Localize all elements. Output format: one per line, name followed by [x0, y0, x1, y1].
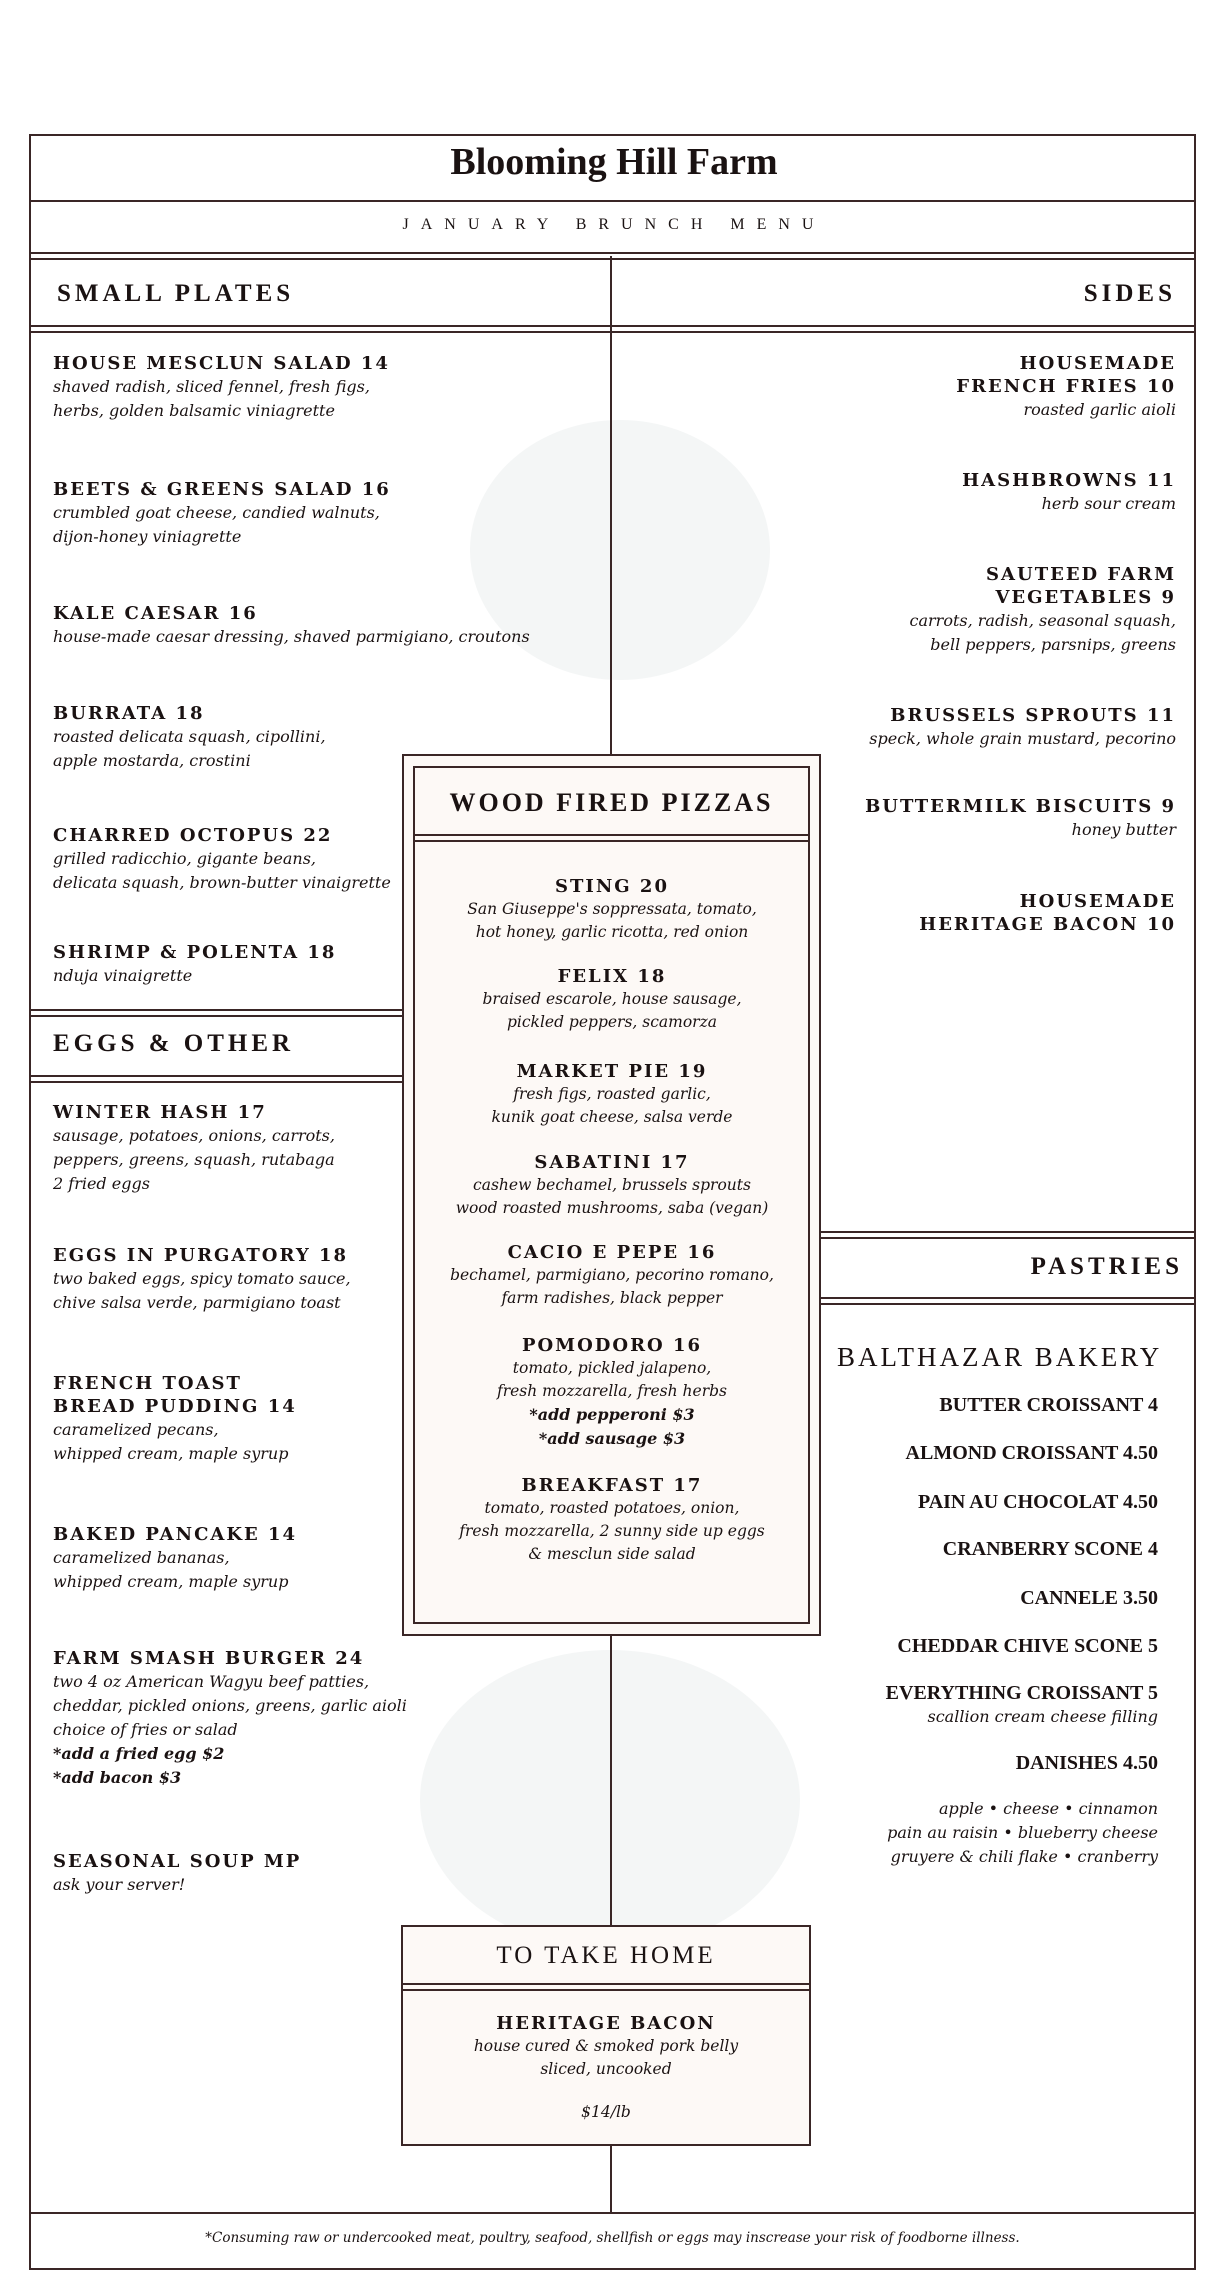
menu-item-name: CACIO E PEPE 16	[507, 1242, 717, 1263]
menu-item-description: fresh mozzarella, 2 sunny side up eggs	[459, 1522, 765, 1540]
menu-item	[962, 469, 1176, 516]
menu-item-name: CANNELE 3.50	[1020, 1587, 1158, 1609]
menu-item-description: 2 fried eggs	[53, 1174, 150, 1193]
menu-item-description: whipped cream, maple syrup	[53, 1572, 289, 1591]
divider	[821, 1231, 1196, 1239]
menu-item	[414, 1334, 810, 1451]
bakery-name: BALTHAZAR BAKERY	[837, 1342, 1163, 1372]
menu-item-description: delicata squash, brown-butter vinaigrette	[53, 873, 391, 892]
menu-item-name: PAIN AU CHOCOLAT 4.50	[917, 1491, 1158, 1513]
menu-item	[53, 824, 391, 895]
menu-item	[869, 704, 1176, 751]
menu-item	[53, 702, 326, 773]
divider	[401, 1983, 811, 1991]
menu-item-description: apple • cheese • cinnamon	[938, 1799, 1158, 1818]
menu-item-name: HOUSEMADE	[1019, 891, 1176, 912]
menu-item	[53, 1850, 301, 1897]
menu-item-description: scallion cream cheese filling	[927, 1707, 1158, 1726]
center-divider	[610, 1636, 612, 1925]
divider	[29, 1075, 402, 1083]
section-title-eggs-other: EGGS & OTHER	[53, 1030, 295, 1057]
menu-item	[414, 965, 810, 1034]
menu-item-name: EVERYTHING CROISSANT 5	[885, 1682, 1158, 1704]
take-home-item	[401, 2012, 811, 2121]
menu-item-name: CHARRED OCTOPUS 22	[53, 825, 333, 846]
menu-item	[886, 1682, 1158, 1729]
divider	[29, 325, 1196, 333]
menu-item-description: apple mostarda, crostini	[53, 751, 251, 770]
menu-item-description: bell peppers, parsnips, greens	[930, 635, 1176, 654]
take-home-desc: house cured & smoked pork belly	[473, 2037, 739, 2055]
section-title-sides: SIDES	[1083, 280, 1176, 307]
menu-item	[956, 352, 1176, 422]
menu-item	[53, 1101, 335, 1196]
menu-item-name: BRUSSELS SPROUTS 11	[890, 705, 1176, 726]
divider	[413, 834, 810, 842]
menu-item-name: CRANBERRY SCONE 4	[942, 1538, 1158, 1560]
menu-item	[53, 1372, 297, 1466]
menu-item	[910, 563, 1176, 657]
menu-item-name: VEGETABLES 9	[995, 587, 1176, 608]
menu-item-name: HASHBROWNS 11	[962, 470, 1176, 491]
menu-item-name: SABATINI 17	[534, 1152, 690, 1173]
menu-item	[1020, 1587, 1158, 1610]
menu-item-description: dijon-honey viniagrette	[53, 527, 242, 546]
menu-item-description: house-made caesar dressing, shaved parmigiano, croutons	[53, 627, 530, 646]
menu-item-name: BAKED PANCAKE 14	[53, 1524, 298, 1545]
menu-item-description: farm radishes, black pepper	[501, 1289, 723, 1307]
menu-item-description: grilled radicchio, gigante beans,	[53, 849, 317, 868]
menu-item	[53, 1523, 297, 1594]
menu-item-description: tomato, pickled jalapeno,	[512, 1359, 712, 1377]
menu-item-description: gruyere & chili flake • cranberry	[890, 1847, 1158, 1866]
menu-item-name: BREAKFAST 17	[521, 1475, 703, 1496]
menu-item-description: peppers, greens, squash, rutabaga	[53, 1150, 335, 1169]
menu-item-name: SHRIMP & POLENTA 18	[53, 942, 337, 963]
menu-item-description: speck, whole grain mustard, pecorino	[869, 729, 1176, 748]
menu-item-name: FELIX 18	[557, 966, 667, 987]
menu-item	[414, 1241, 810, 1310]
menu-item	[53, 1244, 351, 1315]
menu-item	[414, 875, 810, 944]
menu-item-name: CHEDDAR CHIVE SCONE 5	[897, 1635, 1158, 1657]
menu-item-name: BUTTER CROISSANT 4	[939, 1394, 1158, 1416]
menu-item	[414, 1474, 810, 1566]
menu-item-name: HOUSE MESCLUN SALAD 14	[53, 353, 390, 374]
divider	[29, 252, 1196, 260]
menu-item-description: two baked eggs, spicy tomato sauce,	[53, 1269, 351, 1288]
take-home-desc: sliced, uncooked	[540, 2060, 672, 2078]
menu-item-description: bechamel, parmigiano, pecorino romano,	[450, 1266, 774, 1284]
menu-item	[865, 795, 1176, 842]
menu-item-name: WINTER HASH 17	[53, 1102, 267, 1123]
menu-item-name: HERITAGE BACON 10	[919, 914, 1176, 935]
menu-item-name: MARKET PIE 19	[516, 1061, 708, 1082]
menu-item	[887, 1797, 1158, 1869]
menu-item-name: SAUTEED FARM	[986, 564, 1176, 585]
menu-item-description: sausage, potatoes, onions, carrots,	[53, 1126, 335, 1145]
menu-item-name: EGGS IN PURGATORY 18	[53, 1245, 349, 1266]
menu-item-description: shaved radish, sliced fennel, fresh figs,	[53, 377, 370, 396]
menu-item-description: cashew bechamel, brussels sprouts	[473, 1176, 751, 1194]
menu-subtitle: JANUARY BRUNCH MENU	[402, 216, 826, 233]
menu-item-name: BREAD PUDDING 14	[53, 1396, 297, 1417]
restaurant-title: Blooming Hill Farm	[450, 141, 778, 183]
menu-item-description: tomato, roasted potatoes, onion,	[484, 1499, 740, 1517]
menu-item	[919, 890, 1176, 936]
center-divider	[610, 2146, 612, 2212]
menu-item-description: whipped cream, maple syrup	[53, 1444, 289, 1463]
menu-item-name: FRENCH FRIES 10	[956, 376, 1176, 397]
section-title-take-home: TO TAKE HOME	[496, 1942, 716, 1969]
section-title-pizzas: WOOD FIRED PIZZAS	[449, 788, 774, 817]
divider	[29, 200, 1196, 202]
menu-item-description: cheddar, pickled onions, greens, garlic aioli	[53, 1696, 407, 1715]
menu-item-description: wood roasted mushrooms, saba (vegan)	[455, 1199, 769, 1217]
menu-item-name: BEETS & GREENS SALAD 16	[53, 479, 391, 500]
menu-item-addon: *add sausage $3	[538, 1429, 686, 1448]
menu-item-description: & mesclun side salad	[528, 1545, 696, 1563]
menu-item-name: BUTTERMILK BISCUITS 9	[865, 796, 1176, 817]
footer-disclaimer: *Consuming raw or undercooked meat, poultry, seafood, shellfish or eggs may inscrease your risk of foodborne illness.	[205, 2230, 1020, 2246]
section-title-pastries: PASTRIES	[1030, 1253, 1183, 1280]
menu-item-description: pain au raisin • blueberry cheese	[887, 1823, 1158, 1842]
menu-item-description: caramelized bananas,	[53, 1548, 230, 1567]
menu-item	[53, 478, 391, 549]
menu-item-description: caramelized pecans,	[53, 1420, 219, 1439]
menu-item	[53, 1647, 407, 1790]
menu-item-description: chive salsa verde, parmigiano toast	[53, 1293, 341, 1312]
menu-item-description: honey butter	[1071, 820, 1176, 839]
divider	[29, 1009, 402, 1017]
menu-item-description: hot honey, garlic ricotta, red onion	[475, 923, 749, 941]
menu-item-description: two 4 oz American Wagyu beef patties,	[53, 1672, 370, 1691]
menu-item-description: ask your server!	[53, 1875, 186, 1894]
menu-item	[897, 1635, 1158, 1658]
section-title-small-plates: SMALL PLATES	[57, 280, 295, 307]
take-home-price: $14/lb	[581, 2103, 631, 2121]
divider	[821, 1297, 1196, 1305]
menu-item-description: fresh mozzarella, fresh herbs	[496, 1382, 727, 1400]
menu-item	[53, 602, 530, 649]
menu-item-description: kunik goat cheese, salsa verde	[491, 1108, 733, 1126]
menu-item-name: SEASONAL SOUP MP	[53, 1851, 302, 1872]
divider	[29, 2212, 1196, 2214]
menu-item-description: carrots, radish, seasonal squash,	[909, 611, 1176, 630]
menu-item	[53, 941, 336, 988]
menu-item	[943, 1538, 1158, 1561]
menu-item	[414, 1151, 810, 1220]
menu-item-name: FARM SMASH BURGER 24	[53, 1648, 365, 1669]
menu-item	[906, 1442, 1158, 1465]
menu-item-description: roasted garlic aioli	[1023, 400, 1176, 419]
menu-item	[1016, 1752, 1158, 1775]
menu-item-addon: *add pepperoni $3	[529, 1405, 695, 1424]
menu-item-description: braised escarole, house sausage,	[482, 990, 742, 1008]
menu-item	[414, 1060, 810, 1129]
menu-item-description: fresh figs, roasted garlic,	[513, 1085, 711, 1103]
menu-item-name: DANISHES 4.50	[1015, 1752, 1158, 1774]
menu-item	[53, 352, 390, 423]
menu-item-description: herbs, golden balsamic viniagrette	[53, 401, 335, 420]
menu-item-description: herb sour cream	[1041, 494, 1176, 513]
menu-item-description: San Giuseppe's soppressata, tomato,	[467, 900, 757, 918]
menu-item-name: HOUSEMADE	[1019, 353, 1176, 374]
menu-item-description: choice of fries or salad	[53, 1720, 238, 1739]
menu-item-name: POMODORO 16	[521, 1335, 703, 1356]
menu-item-name: BURRATA 18	[53, 703, 205, 724]
menu-item-addon: *add a fried egg $2	[53, 1744, 225, 1763]
menu-item-description: roasted delicata squash, cipollini,	[53, 727, 326, 746]
menu-item-addon: *add bacon $3	[53, 1768, 182, 1787]
menu-item-name: KALE CAESAR 16	[53, 603, 258, 624]
menu-item	[939, 1394, 1158, 1417]
menu-item-description: crumbled goat cheese, candied walnuts,	[53, 503, 380, 522]
menu-item-description: pickled peppers, scamorza	[507, 1013, 717, 1031]
menu-item-name: ALMOND CROISSANT 4.50	[905, 1442, 1158, 1464]
menu-item-name: STING 20	[555, 876, 669, 897]
menu-item-name: FRENCH TOAST	[53, 1373, 242, 1394]
take-home-name: HERITAGE BACON	[496, 2013, 716, 2034]
menu-item-description: nduja vinaigrette	[53, 966, 193, 985]
menu-item	[918, 1491, 1158, 1514]
